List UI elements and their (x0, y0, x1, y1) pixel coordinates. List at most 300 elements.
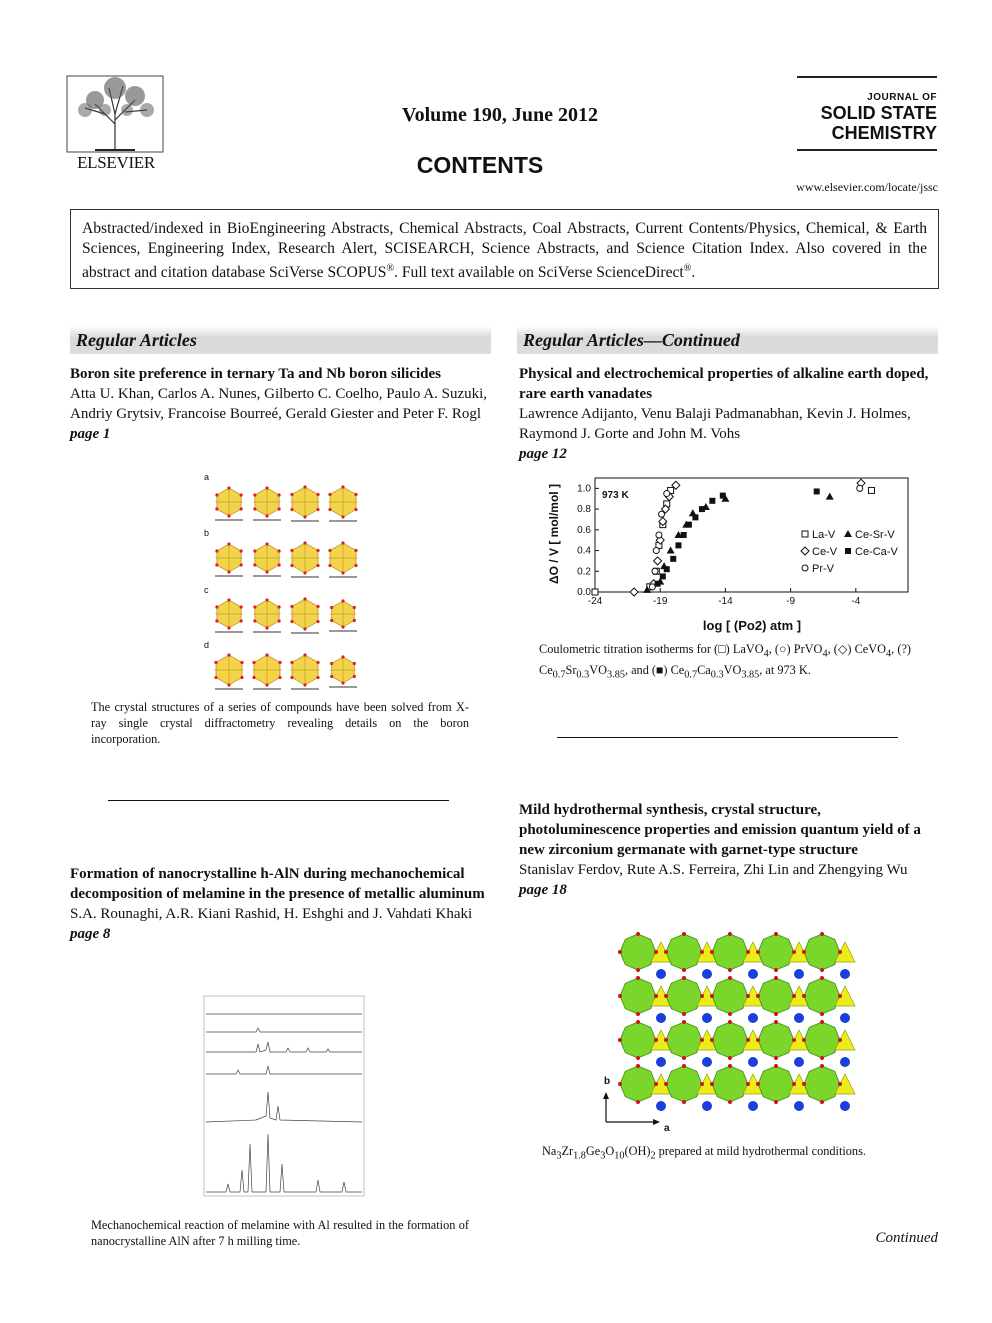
o-atom (774, 932, 778, 936)
atom (265, 542, 268, 545)
zr-octahedron (758, 934, 794, 970)
o-atom (728, 976, 732, 980)
x-tick-label: -4 (851, 596, 861, 607)
na-atom (656, 1057, 666, 1067)
o-atom (792, 1038, 796, 1042)
atom (240, 619, 243, 622)
axis-b-arrowhead (603, 1092, 609, 1099)
o-atom (774, 1064, 778, 1068)
atom (354, 493, 357, 496)
registered-mark-2: ® (683, 263, 692, 274)
na-atom (840, 1101, 850, 1111)
atom (303, 653, 306, 656)
atom (303, 515, 306, 518)
cap-text: , at 973 K. (759, 663, 811, 678)
cap-sub: 0.7 (552, 669, 566, 681)
o-atom (802, 1038, 806, 1042)
legend-label: Ce-V (812, 546, 838, 558)
article-aln (70, 864, 492, 944)
o-atom (802, 1082, 806, 1086)
data-point-pr-v (649, 584, 655, 590)
o-atom (820, 968, 824, 972)
formula-label (291, 520, 319, 522)
article-vanadates (519, 364, 939, 464)
journal-url[interactable]: www.elsevier.com/locate/jssc (796, 180, 938, 194)
na-atom (840, 1057, 850, 1067)
data-point-pr-v (857, 485, 863, 491)
formula-label (291, 688, 319, 690)
atom (303, 485, 306, 488)
cap-sub: 10 (614, 1150, 625, 1162)
cap-text: , (?) Ce (539, 642, 911, 678)
cap-text: Zr (561, 1144, 574, 1158)
data-point-pr-v (656, 532, 662, 538)
o-atom (618, 950, 622, 954)
atom (290, 661, 293, 664)
atom (265, 570, 268, 573)
article-authors: Lawrence Adijanto, Venu Balaji Padmanabhan, Kevin J. Holmes, Raymond J. Gorte and John M. Vohs (519, 406, 911, 442)
zr-octahedron (666, 934, 702, 970)
formula-label (215, 688, 243, 690)
panel-label-d: d (204, 640, 210, 650)
o-atom (774, 1020, 778, 1024)
zr-octahedron (804, 934, 840, 970)
zr-octahedron (758, 978, 794, 1014)
o-atom (838, 950, 842, 954)
legend-marker (845, 548, 851, 554)
cap-text: (OH) (624, 1144, 651, 1158)
atom (227, 570, 230, 573)
na-atom (748, 1057, 758, 1067)
formula-label (253, 575, 281, 577)
data-point-pr-v (653, 548, 659, 554)
registered-mark: ® (386, 263, 395, 274)
o-atom (774, 1056, 778, 1060)
o-atom (756, 950, 760, 954)
o-atom (774, 976, 778, 980)
figure-caption-germanate (542, 1143, 922, 1164)
atom (227, 514, 230, 517)
atom (227, 653, 230, 656)
data-point-ce-ca-v (814, 488, 820, 494)
atom (353, 662, 356, 665)
atom (330, 619, 333, 622)
atom (353, 606, 356, 609)
chart-title-label: 973 K (602, 490, 629, 501)
atom (328, 564, 331, 567)
axis-label-b: b (604, 1076, 611, 1087)
atom (278, 563, 281, 566)
atom (278, 661, 281, 664)
o-atom (682, 932, 686, 936)
atom (253, 619, 256, 622)
o-atom (774, 1100, 778, 1104)
o-atom (618, 1082, 622, 1086)
cap-text: , and (■) Ce (624, 663, 685, 678)
atom (215, 493, 218, 496)
article-page[interactable]: page 1 (70, 426, 111, 442)
legend-label: La-V (812, 529, 836, 541)
contents-heading: CONTENTS (416, 152, 544, 178)
y-tick-label: 0.6 (577, 524, 591, 536)
o-atom (682, 976, 686, 980)
na-atom (748, 969, 758, 979)
atom (341, 541, 344, 544)
zr-octahedron (712, 1022, 748, 1058)
zr-octahedron (712, 934, 748, 970)
cap-text: VO (723, 663, 742, 678)
atom (227, 486, 230, 489)
x-axis-label: log [ (Po2) atm ] (702, 618, 802, 633)
formula-label (291, 576, 319, 578)
article-title[interactable]: Physical and electrochemical properties of alkaline earth doped, rare earth vanadates (519, 366, 929, 402)
legend-label: Ce-Sr-V (855, 529, 895, 541)
atom (290, 676, 293, 679)
cap-text: , (○) PrVO (768, 642, 823, 656)
legend-label: Ce-Ca-V (855, 546, 898, 558)
atom (353, 619, 356, 622)
o-atom (636, 932, 640, 936)
atom (240, 563, 243, 566)
atom (330, 675, 333, 678)
zr-octahedron (620, 1022, 656, 1058)
zr-octahedron (804, 1066, 840, 1102)
cap-sub: 3 (556, 1150, 562, 1162)
x-tick-label: -9 (786, 596, 796, 607)
cap-sub: 4 (822, 648, 828, 660)
y-tick-label: 0.0 (577, 587, 591, 598)
zr-octahedron (804, 1022, 840, 1058)
atom (341, 681, 344, 684)
article-page[interactable]: page 8 (70, 926, 111, 942)
na-atom (702, 969, 712, 979)
cap-sub: 3.85 (741, 669, 760, 681)
cap-text: Sr (565, 663, 577, 678)
na-atom (840, 969, 850, 979)
atom (253, 563, 256, 566)
o-atom (710, 1082, 714, 1086)
article-germanate (519, 800, 941, 900)
o-atom (838, 1038, 842, 1042)
atom (240, 676, 243, 679)
x-tick-label: -19 (652, 596, 668, 607)
atom (252, 661, 255, 664)
atom (316, 605, 319, 608)
cap-sub: 4 (886, 648, 892, 660)
titration-chart (540, 474, 920, 636)
article-page[interactable]: page 12 (519, 446, 567, 462)
o-atom (654, 1082, 658, 1086)
panel-label-b: b (204, 528, 210, 538)
continued-note: Continued (875, 1230, 938, 1246)
zr-octahedron (804, 978, 840, 1014)
atom (328, 493, 331, 496)
atom (290, 493, 293, 496)
atom (316, 676, 319, 679)
panel-label-c: c (204, 585, 209, 595)
atom (341, 625, 344, 628)
o-atom (700, 1082, 704, 1086)
atom (240, 493, 243, 496)
o-atom (700, 1038, 704, 1042)
article-title[interactable]: Mild hydrothermal synthesis, crystal structure, photoluminescence properties and emission quantum yield of a new zirconium germanate with garnet-type structure (519, 802, 921, 858)
index-text-end: . (691, 264, 696, 282)
atom (278, 549, 281, 552)
o-atom (618, 994, 622, 998)
atom (303, 683, 306, 686)
atom (265, 626, 268, 629)
article-authors: Atta U. Khan, Carlos A. Nunes, Gilberto C. Coelho, Paulo A. Suzuki, Andriy Grytsiv, Francoise Bourreé, Gerald Giester and Peter F. Rogl (70, 386, 488, 422)
atom (354, 508, 357, 511)
atom (227, 542, 230, 545)
legend-label: Pr-V (812, 563, 834, 575)
cap-sub: 0.7 (684, 669, 698, 681)
na-atom (794, 1057, 804, 1067)
cap-text: Na (542, 1144, 557, 1158)
atom (253, 507, 256, 510)
o-atom (710, 1038, 714, 1042)
article-title[interactable]: Formation of nanocrystalline h-AlN during mechanochemical decomposition of melamine in the presence of metallic aluminum (70, 866, 485, 902)
o-atom (746, 1038, 750, 1042)
data-point-ce-v (630, 588, 638, 596)
y-tick-label: 0.8 (577, 504, 591, 516)
cap-sub: 2 (650, 1150, 656, 1162)
data-point-ce-ca-v (681, 532, 687, 538)
o-atom (664, 1082, 668, 1086)
o-atom (682, 1064, 686, 1068)
na-atom (748, 1013, 758, 1023)
zr-octahedron (620, 934, 656, 970)
o-atom (838, 1082, 842, 1086)
na-atom (656, 1101, 666, 1111)
figure-caption-aln: Mechanochemical reaction of melamine with Al resulted in the formation of nanocrystalline AlN after 7 h milling time. (91, 1218, 469, 1248)
atom (278, 605, 281, 608)
formula-label (215, 631, 243, 633)
volume-line: Volume 190, June 2012 (402, 104, 598, 126)
atom (290, 605, 293, 608)
data-point-ce-ca-v (699, 506, 705, 512)
atom (215, 619, 218, 622)
data-point-ce-v (654, 557, 662, 565)
data-point-ce-sr-v (667, 547, 675, 554)
o-atom (756, 1038, 760, 1042)
atom (341, 515, 344, 518)
o-atom (664, 950, 668, 954)
o-atom (792, 950, 796, 954)
atom (240, 605, 243, 608)
y-tick-label: 0.4 (577, 545, 591, 557)
atom (278, 676, 281, 679)
na-atom (702, 1057, 712, 1067)
axis-a-arrowhead (653, 1119, 660, 1125)
journal-of-text: JOURNAL OF (867, 92, 937, 103)
atom (227, 683, 230, 686)
article-page[interactable]: page 18 (519, 882, 567, 898)
atom (316, 508, 319, 511)
na-atom (656, 1013, 666, 1023)
data-point-ce-ca-v (664, 566, 670, 572)
cap-text: Ge (585, 1144, 601, 1158)
o-atom (802, 950, 806, 954)
atom (253, 605, 256, 608)
o-atom (820, 1012, 824, 1016)
atom (240, 549, 243, 552)
formula-label (329, 520, 357, 522)
o-atom (728, 1056, 732, 1060)
o-atom (746, 1082, 750, 1086)
data-point-ce-sr-v (826, 493, 834, 500)
panel-label-a: a (204, 472, 210, 482)
o-atom (820, 1056, 824, 1060)
o-atom (636, 1100, 640, 1104)
atom (252, 676, 255, 679)
divider-right (557, 737, 898, 738)
cap-sub: 0.3 (576, 669, 590, 681)
o-atom (728, 1064, 732, 1068)
germanate-structure-figure (598, 930, 858, 1140)
o-atom (700, 950, 704, 954)
o-atom (746, 994, 750, 998)
o-atom (636, 1012, 640, 1016)
atom (265, 683, 268, 686)
na-atom (840, 1013, 850, 1023)
atom (265, 514, 268, 517)
journal-name-line1: SOLID STATE (820, 103, 937, 123)
zr-octahedron (758, 1066, 794, 1102)
atom (330, 662, 333, 665)
cap-text: O (605, 1144, 615, 1158)
data-point-ce-ca-v (655, 581, 661, 587)
na-atom (794, 1101, 804, 1111)
article-boron (70, 364, 490, 444)
o-atom (636, 1064, 640, 1068)
atom (265, 486, 268, 489)
publisher-name: ELSEVIER (77, 153, 155, 172)
atom (316, 493, 319, 496)
o-atom (682, 1012, 686, 1016)
data-point-la-v (868, 487, 874, 493)
o-atom (682, 1056, 686, 1060)
atom (240, 507, 243, 510)
o-atom (746, 950, 750, 954)
zr-octahedron (712, 1066, 748, 1102)
o-atom (618, 1038, 622, 1042)
data-point-ce-ca-v (709, 498, 715, 504)
o-atom (820, 932, 824, 936)
index-text-2: . Full text available on SciVerse ScienceDirect (394, 264, 684, 282)
data-point-la-v (592, 589, 598, 595)
data-point-ce-ca-v (675, 542, 681, 548)
cap-text: Ca (697, 663, 711, 678)
journal-name-line2: CHEMISTRY (831, 123, 937, 143)
na-atom (794, 969, 804, 979)
atom (316, 661, 319, 664)
atom (303, 597, 306, 600)
zr-octahedron (758, 1022, 794, 1058)
legend-marker (801, 547, 809, 555)
atom (265, 653, 268, 656)
atom (253, 493, 256, 496)
atom (215, 549, 218, 552)
atom (253, 549, 256, 552)
cap-text: prepared at mild hydrothermal conditions. (655, 1144, 866, 1158)
na-atom (702, 1101, 712, 1111)
atom (341, 655, 344, 658)
zr-octahedron (666, 978, 702, 1014)
o-atom (728, 1100, 732, 1104)
atom (215, 507, 218, 510)
o-atom (820, 1020, 824, 1024)
atom (215, 563, 218, 566)
o-atom (820, 1100, 824, 1104)
zr-octahedron (620, 978, 656, 1014)
figure-caption-boron: The crystal structures of a series of compounds have been solved from X-ray single crystal diffractometry revealing details on the boron incorporation. (91, 700, 469, 746)
figure-caption-vanadates (539, 641, 911, 684)
atom (240, 661, 243, 664)
data-point-ce-ca-v (686, 522, 692, 528)
atom (341, 485, 344, 488)
cap-sub: 1.8 (573, 1150, 586, 1162)
cap-text: Coulometric titration isotherms for (□) LaVO (539, 642, 764, 656)
o-atom (654, 950, 658, 954)
divider-left (108, 800, 449, 801)
o-atom (654, 1038, 658, 1042)
atom (227, 598, 230, 601)
atom (290, 508, 293, 511)
formula-label (329, 576, 357, 578)
formula-label (329, 686, 357, 688)
o-atom (820, 976, 824, 980)
atom (278, 507, 281, 510)
o-atom (792, 994, 796, 998)
legend-marker (802, 565, 808, 571)
atom (303, 627, 306, 630)
data-point-pr-v (652, 568, 658, 574)
atom (316, 564, 319, 567)
cap-sub: 3.85 (607, 669, 625, 681)
article-title[interactable]: Boron site preference in ternary Ta and Nb boron silicides (70, 366, 441, 382)
formula-label (253, 631, 281, 633)
atom (215, 605, 218, 608)
o-atom (728, 1012, 732, 1016)
o-atom (756, 994, 760, 998)
atom (341, 571, 344, 574)
atom (354, 564, 357, 567)
atom (328, 549, 331, 552)
formula-label (215, 575, 243, 577)
data-point-ce-ca-v (660, 573, 666, 579)
o-atom (636, 976, 640, 980)
o-atom (636, 1020, 640, 1024)
journal-logo-rule-top (797, 76, 937, 78)
zr-octahedron (666, 1066, 702, 1102)
atom (341, 599, 344, 602)
legend-marker (802, 531, 808, 537)
na-atom (794, 1013, 804, 1023)
o-atom (792, 1082, 796, 1086)
o-atom (654, 994, 658, 998)
atom (265, 598, 268, 601)
o-atom (682, 1020, 686, 1024)
o-atom (664, 994, 668, 998)
atom (316, 549, 319, 552)
section-heading-left: Regular Articles (70, 326, 491, 354)
formula-label (253, 688, 281, 690)
atom (303, 541, 306, 544)
o-atom (728, 1020, 732, 1024)
data-point-ce-ca-v (720, 493, 726, 499)
atom (290, 549, 293, 552)
